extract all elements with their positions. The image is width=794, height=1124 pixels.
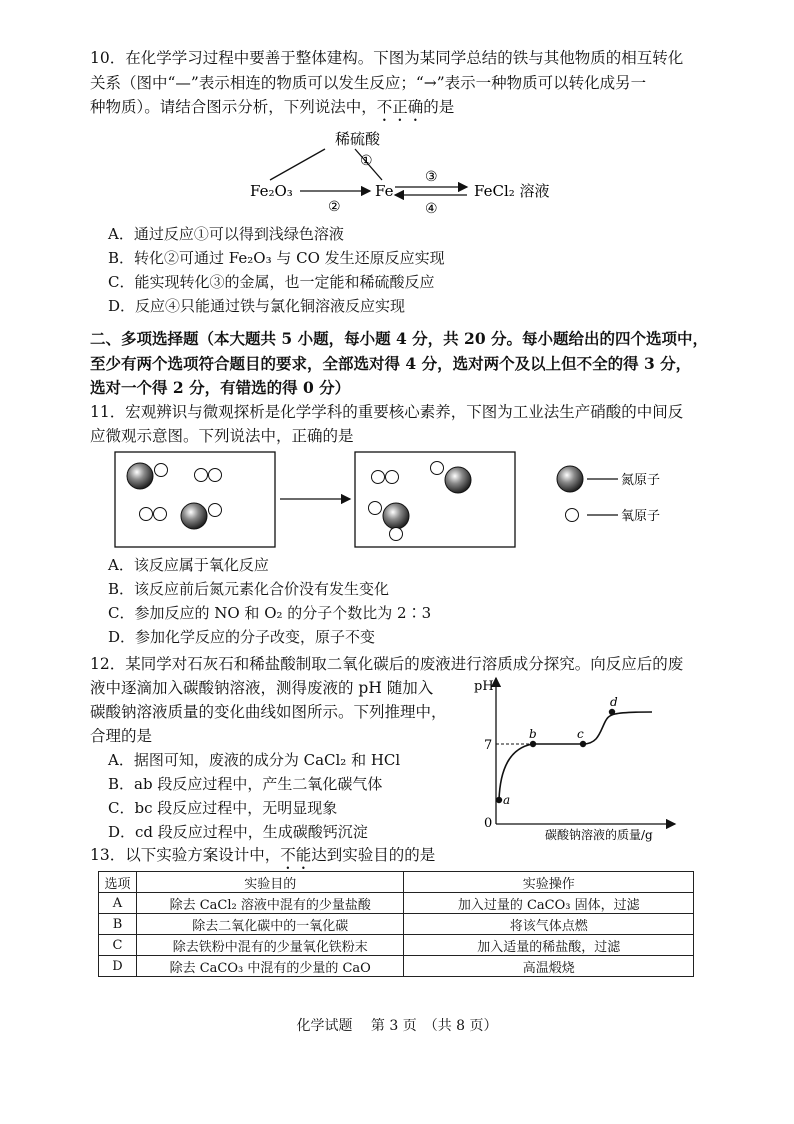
q12-line-3: 碳酸钠溶液质量的变化曲线如图所示。下列推理中， [90,703,447,721]
table-header-row [99,872,694,893]
point-b [530,741,536,747]
row-purpose: 除去二氧化碳中的一氧化碳 [136,914,404,935]
no-molecule [127,463,168,489]
q12-option-a: A．据图可知，废液的成分为 CaCl₂ 和 HCl [108,751,401,769]
no-molecule [181,503,222,529]
row-operation: 高温煅烧 [404,956,694,977]
q13-experiment-table [98,871,694,977]
y-axis-label: pH [474,679,494,694]
q13-stem-pre: 13．以下实验方案设计中， [90,846,281,864]
diagram-label-3: ③ [425,169,438,185]
q13-stem [90,845,435,873]
row-option: C [99,935,137,956]
diagram-fe2o3: Fe₂O₃ [250,182,293,200]
q10-line-1: 10．在化学学习过程中要善于整体建构。下图为某同学总结的铁与其他物质的相互转化 [90,49,684,67]
row-operation: 将该气体点燃 [404,914,694,935]
row-option: D [99,956,137,977]
q10-option-d: D．反应④只能通过铁与氯化铜溶液反应实现 [108,297,406,315]
table-row [99,893,694,914]
o2-molecule [195,469,222,482]
table-row [99,914,694,935]
oxygen-legend-label: 氧原子 [621,509,661,524]
q11-option-d: D．参加化学反应的分子改变，原子不变 [108,628,376,646]
point-a-label: a [503,793,511,807]
ph-7-tick-label: 7 [484,738,493,753]
nitrogen-legend-label: 氮原子 [621,473,661,488]
q13-emphasis: 不能 [280,846,312,864]
q11-micro-diagram [100,448,700,553]
nitrogen-legend [557,466,618,492]
row-purpose: 除去 CaCl₂ 溶液中混有的少量盐酸 [136,893,404,914]
q13-stem-post: 达到实验目的的是 [311,846,436,864]
q10-iron-diagram [230,125,570,220]
q12-line-2: 液中逐滴加入碳酸钠溶液，测得废液的 pH 随加入 [90,679,434,697]
q10-line-2: 关系（图中“—”表示相连的物质可以发生反应；“→”表示一种物质可以转化成另一 [90,74,647,92]
point-b-label: b [529,727,537,741]
q12-option-c: C．bc 段反应过程中，无明显现象 [108,799,338,817]
table-row [99,956,694,977]
no2-molecule [431,462,472,494]
q12-line-4: 合理的是 [90,727,153,745]
header-purpose: 实验目的 [136,872,404,893]
row-option: A [99,893,137,914]
section2-line-3: 选对一个得 2 分，有错选的得 0 分） [90,378,351,397]
q10-option-a: A．通过反应①可以得到浅绿色溶液 [108,225,344,243]
table-row [99,935,694,956]
row-purpose: 除去铁粉中混有的少量氧化铁粉末 [136,935,404,956]
point-d-label: d [610,695,618,709]
q12-option-b: B．ab 段反应过程中，产生二氧化碳气体 [108,775,383,793]
origin-label: 0 [484,816,493,831]
row-option: B [99,914,137,935]
q11-option-b: B．该反应前后氮元素化合价没有发生变化 [108,580,390,598]
o2-molecule [372,471,399,484]
q12-option-d: D．cd 段反应过程中，生成碳酸钙沉淀 [108,823,368,841]
q10-option-b: B．转化②可通过 Fe₂O₃ 与 CO 发生还原反应实现 [108,249,445,267]
q12-ph-chart [470,672,685,842]
diagram-dilute-sulfuric-acid: 稀硫酸 [335,130,381,148]
ph-curve [499,712,652,800]
point-d [609,709,615,715]
diagram-fe: Fe [375,182,394,200]
row-operation: 加入过量的 CaCO₃ 固体，过滤 [404,893,694,914]
o2-molecule [140,508,167,521]
header-option: 选项 [99,872,137,893]
diagram-fecl2-solution: FeCl₂ 溶液 [474,182,550,200]
diagram-label-2: ② [328,199,341,215]
q11-option-c: C．参加反应的 NO 和 O₂ 的分子个数比为 2∶3 [108,604,432,622]
page-footer: 化学试题 第 3 页 （共 8 页） [296,1018,498,1034]
diagram-label-4: ④ [425,201,438,217]
q11-line-2: 应微观示意图。下列说法中，正确的是 [90,427,354,445]
section2-line-2: 至少有两个选项符合题目的要求，全部选对得 4 分，选对两个及以上但不全的得 3 分， [90,354,692,373]
q10-emphasis: 不正确 [376,98,424,116]
x-axis-label: 碳酸钠溶液的质量/g [545,828,653,842]
q11-option-a: A．该反应属于氧化反应 [108,556,269,574]
q10-line-3 [90,97,454,125]
q12-line-1: 12．某同学对石灰石和稀盐酸制取二氧化碳后的废液进行溶质成分探究。向反应后的废 [90,655,684,673]
q10-line-3-text: 种物质）。请结合图示分析，下列说法中， [90,98,377,116]
diagram-link-acid-fe2o3 [270,149,325,180]
q10-line-3-tail: 的是 [423,98,455,116]
point-a [496,797,502,803]
point-c [580,741,586,747]
q10-option-c: C．能实现转化③的金属，也一定能和稀硫酸反应 [108,273,435,291]
row-operation: 加入适量的稀盐酸，过滤 [404,935,694,956]
section2-line-1: 二、多项选择题（本大题共 5 小题，每小题 4 分，共 20 分。每小题给出的四个选项中， [90,329,709,348]
point-c-label: c [577,727,584,741]
no2-molecule [369,502,410,541]
diagram-label-1: ① [360,153,373,169]
q11-line-1: 11．宏观辨识与微观探析是化学学科的重要核心素养，下图为工业法生产硝酸的中间反 [90,403,684,421]
oxygen-legend [566,509,619,522]
header-operation: 实验操作 [404,872,694,893]
row-purpose: 除去 CaCO₃ 中混有的少量的 CaO [136,956,404,977]
